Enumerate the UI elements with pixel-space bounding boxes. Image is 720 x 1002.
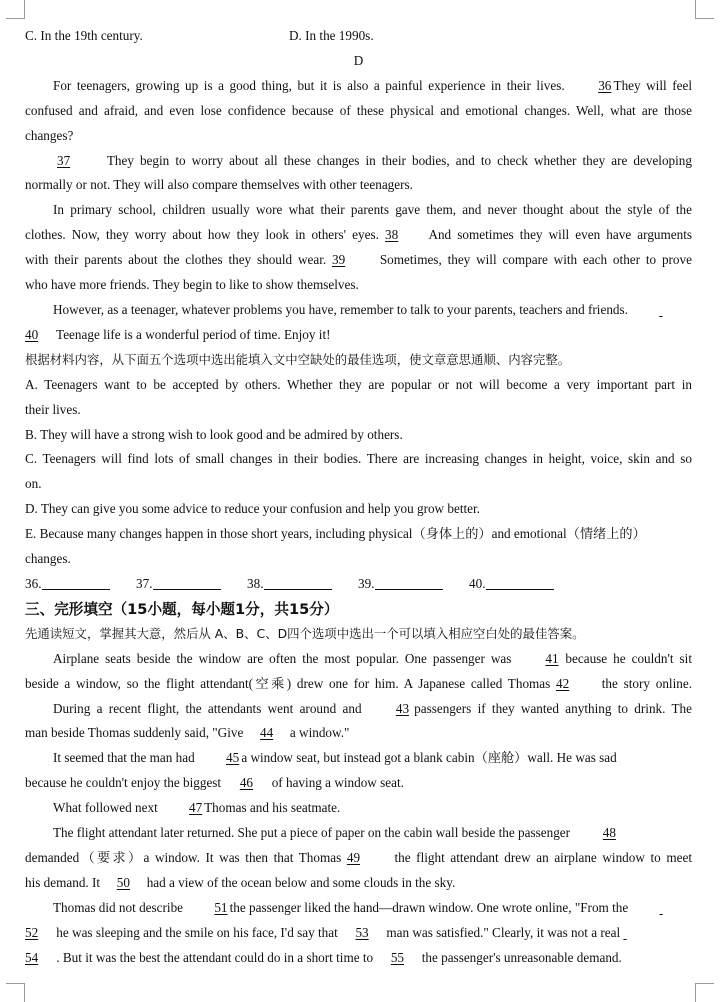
- blank-46: 46: [239, 775, 253, 791]
- blank-51: 51: [214, 899, 228, 915]
- passage-line: 40 Teenage life is a wonderful period of time. Enjoy it!: [25, 323, 692, 348]
- blank-47: 47: [189, 800, 203, 816]
- option-line: C. Teenagers will find lots of small changes in their bodies. There are increasing changes in height, voice, skin and so: [25, 451, 692, 467]
- cloze-line: because he couldn't enjoy the biggest 46 of having a window seat.: [25, 771, 692, 796]
- corner-mark-top-right: [695, 0, 714, 19]
- cloze-line: What followed next 47 Thomas and his seatmate.: [25, 796, 692, 821]
- passage-line: who have more friends. They begin to like to show themselves.: [25, 277, 359, 293]
- answer-38[interactable]: 38.: [247, 572, 358, 597]
- prev-question-options: [25, 24, 692, 49]
- passage-line: In primary school, children usually wore what their parents gave them, and never thought about the style of the: [53, 202, 692, 218]
- blank-36: 36: [598, 77, 612, 93]
- corner-mark-bottom-left: [6, 983, 25, 1002]
- answer-37[interactable]: 37.: [136, 572, 247, 597]
- blank-45: 45: [226, 750, 240, 766]
- option-line: their lives.: [25, 401, 81, 417]
- blank-41: 41: [545, 650, 559, 666]
- blank-37: 37: [57, 152, 71, 168]
- answer-40[interactable]: 40.: [469, 572, 580, 597]
- passage-line: normally or not. They will also compare themselves with other teenagers.: [25, 177, 413, 193]
- option-d: D. In the 1990s.: [289, 28, 374, 43]
- blank-48: 48: [602, 825, 616, 841]
- cloze-line: The flight attendant later returned. She put a piece of paper on the cabin wall beside the passenger 48: [25, 821, 692, 846]
- blank-42: 42: [556, 675, 570, 691]
- answer-row: [25, 572, 692, 597]
- cloze-line: his demand. It 50 had a view of the ocean below and some clouds in the sky.: [25, 871, 692, 896]
- section-label: D: [353, 52, 364, 68]
- option-line: A. Teenagers want to be accepted by others. Whether they are popular or not will become a very important part in: [25, 376, 692, 392]
- option-line: B. They will have a strong wish to look good and be admired by others.: [25, 426, 403, 442]
- option-c: C. In the 19th century.: [25, 28, 143, 43]
- passage-line: However, as a teenager, whatever problems you have, remember to talk to your parents, teachers and friends.: [53, 301, 632, 317]
- blank-38: 38: [385, 227, 399, 243]
- cloze-line: It seemed that the man had 45 a window seat, but instead got a blank cabin（座舱）wall. He was sad: [25, 746, 692, 771]
- blank-44: 44: [260, 725, 274, 741]
- cloze-line: Airplane seats beside the window are often the most popular. One passenger was 41 because he couldn't sit: [25, 647, 692, 672]
- cloze-line: beside a window, so the flight attendant(空乘) drew one for him. A Japanese called Thomas 42 the story online.: [25, 672, 692, 697]
- corner-mark-top-left: [6, 0, 25, 19]
- passage-line: 37 They begin to worry about all these changes in their bodies, and to check whether they are developing: [25, 149, 692, 174]
- instruction-text: 根据材料内容，从下面五个选项中选出能填入文中空缺处的最佳选项，使文章意思通顺、内容完整。: [25, 351, 571, 367]
- blank-40: 40: [25, 326, 39, 342]
- option-line: on.: [25, 476, 42, 492]
- option-line: changes.: [25, 551, 71, 567]
- blank-43: 43: [395, 700, 410, 716]
- option-line: D. They can give you some advice to reduce your confusion and help you grow better.: [25, 501, 480, 517]
- blank-54: 54: [25, 949, 39, 965]
- cloze-line: demanded（要求）a window. It was then that Thomas 49 the flight attendant drew an airplane window to meet: [25, 846, 692, 871]
- section-instruction: 先通读短文，掌握其大意，然后从 A、B、C、D四个选项中选出一个可以填入相应空白处的最佳答案。: [25, 625, 585, 641]
- cloze-line: Thomas did not describe 51 the passenger liked the hand—drawn window. One wrote online, "From the: [25, 896, 692, 921]
- passage-line: changes?: [25, 127, 74, 143]
- corner-mark-bottom-right: [695, 983, 714, 1002]
- blank-52: 52: [25, 924, 39, 940]
- cloze-line: During a recent flight, the attendants went around and 43 passengers if they wanted anything to drink. The: [25, 697, 692, 722]
- blank-39: 39: [332, 252, 346, 268]
- exam-page: [25, 24, 692, 971]
- cloze-line: 52 he was sleeping and the smile on his face, I'd say that 53 man was satisfied." Clearly, it was not a real: [25, 921, 692, 946]
- answer-36[interactable]: 36.: [25, 572, 136, 597]
- passage-line: confused and afraid, and even lose confidence because of these physical and emotional changes. Well, what are those: [25, 102, 692, 118]
- cloze-line: 54 . But it was the best the attendant could do in a short time to 55 the passenger's unreasonable demand.: [25, 946, 692, 971]
- passage-line: with their parents about the clothes they should wear. 39 Sometimes, they will compare with each other to prove: [25, 248, 692, 273]
- answer-39[interactable]: 39.: [358, 572, 469, 597]
- passage-line: clothes. Now, they worry about how they look in others' eyes. 38 And sometimes they will even have arguments: [25, 223, 692, 248]
- section-heading: 三、完形填空（15小题，每小题1分，共15分）: [25, 600, 339, 618]
- passage-line: For teenagers, growing up is a good thing, but it is also a painful experience in their lives. 36 They will feel: [25, 74, 692, 99]
- blank-50: 50: [116, 874, 130, 890]
- cloze-line: man beside Thomas suddenly said, "Give 44 a window.": [25, 721, 692, 746]
- option-line: E. Because many changes happen in those short years, including physical（身体上的）and emotional（情绪上的）: [25, 526, 646, 542]
- blank-49: 49: [346, 850, 361, 865]
- blank-53: 53: [355, 924, 369, 940]
- blank-55: 55: [390, 949, 404, 965]
